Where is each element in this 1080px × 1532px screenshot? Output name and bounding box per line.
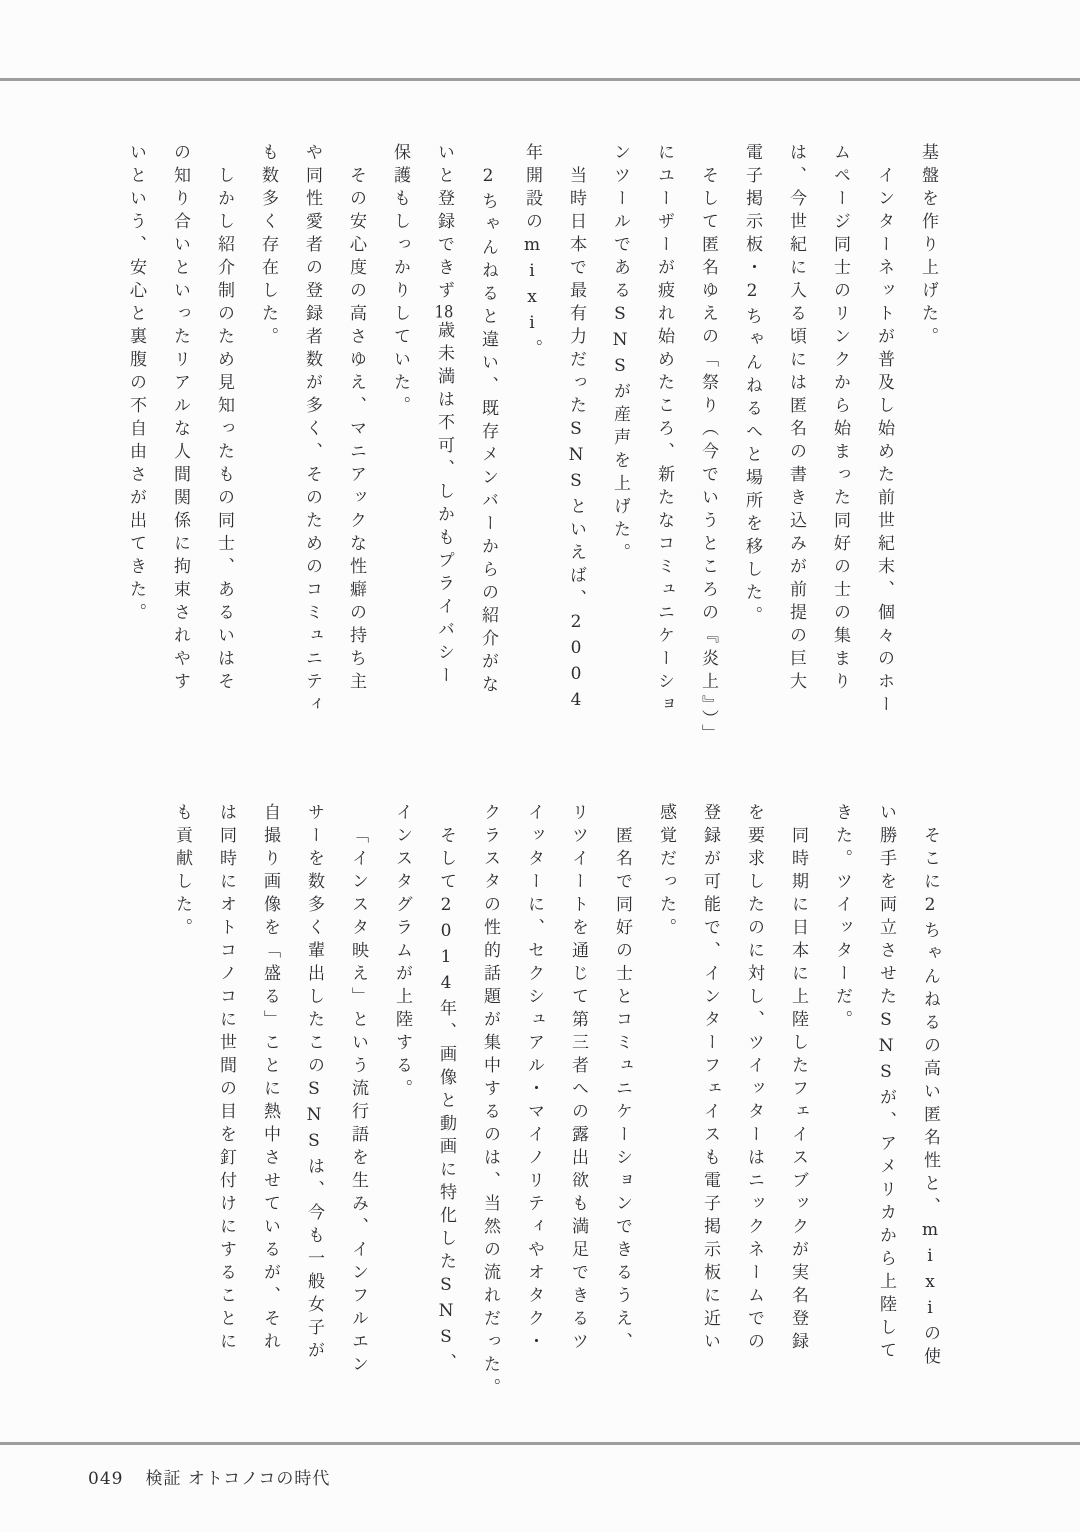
text-column: は同時にオトコノコに世間の目を釘付けにすることに: [216, 803, 236, 1355]
text-column: いという、安心と裏腹の不自由さが出てきた。: [126, 143, 146, 626]
text-column: 同時期に日本に上陸したフェイスブックが実名登録: [788, 826, 808, 1355]
text-column: 年開設のmixi。: [522, 143, 542, 362]
text-column: にユーザーが疲れ始めたころ、新たなコミュニケーショ: [654, 143, 674, 718]
text-column: その安心度の高さゆえ、マニアックな性癖の持ち主: [346, 166, 366, 695]
text-column: サーを数多く輩出したこのSNSは、今も一般女子が: [304, 803, 324, 1364]
text-column: 2ちゃんねると違い、既存メンバーからの紹介がな: [478, 166, 498, 698]
text-column: しかし紹介制のため見知ったもの同士、あるいはそ: [214, 166, 234, 695]
text-column: 基盤を作り上げた。: [918, 143, 938, 350]
top-rule: [0, 78, 1080, 81]
bottom-rule: [0, 1442, 1080, 1445]
text-column: イッターに、セクシュアル・マイノリティやオタク・: [524, 803, 544, 1355]
text-column: も貢献した。: [172, 803, 192, 941]
text-column: い勝手を両立させたSNSが、アメリカから上陸して: [876, 803, 896, 1364]
text-column: きた。ツイッターだ。: [832, 803, 852, 1033]
text-column: インターネットが普及し始めた前世紀末、個々のホー: [874, 166, 894, 718]
text-column: 電子掲示板・2ちゃんねるへと場所を移した。: [742, 143, 762, 629]
text-column: いと登録できず18歳未満は不可、しかもプライバシー: [434, 143, 454, 689]
text-column: インスタグラムが上陸する。: [392, 803, 412, 1102]
upper-text-block: [114, 143, 950, 747]
text-column: 「インスタ映え」という流行語を生み、インフルエン: [348, 826, 368, 1378]
text-column: ンツールであるSNSが産声を上げた。: [610, 143, 630, 566]
text-column: を要求したのに対し、ツイッターはニックネームでの: [744, 803, 764, 1355]
page-number: 049: [88, 1469, 124, 1489]
text-column: そこに2ちゃんねるの高い匿名性と、mixiの使: [920, 826, 940, 1370]
text-column: も数多く存在した。: [258, 143, 278, 350]
text-column: は、今世紀に入る頃には匿名の書き込みが前提の巨大: [786, 143, 806, 695]
text-column: 当時日本で最有力だったSNSといえば、2004: [566, 166, 586, 716]
text-column: 保護もしっかりしていた。: [390, 143, 410, 419]
running-title: 検証 オトコノコの時代: [145, 1469, 331, 1489]
lower-text-block: [160, 803, 952, 1403]
text-column: クラスタの性的話題が集中するのは、当然の流れだった。: [480, 803, 500, 1401]
text-column: リツイートを通じて第三者への露出欲も満足できるツ: [568, 803, 588, 1355]
text-column: そして2014年、画像と動画に特化したSNS、: [436, 826, 456, 1376]
text-column: ムページ同士のリンクから始まった同好の士の集まり: [830, 143, 850, 695]
text-column: そして匿名ゆえの「祭り（今でいうところの『炎上』）」: [698, 166, 718, 747]
text-column: 感覚だった。: [656, 803, 676, 941]
text-column: の知り合いといったリアルな人間関係に拘束されやす: [170, 143, 190, 695]
text-column: 匿名で同好の士とコミュニケーションできるうえ、: [612, 826, 632, 1355]
text-column: 自撮り画像を「盛る」ことに熱中させているが、それ: [260, 803, 280, 1355]
page-footer: [88, 1464, 330, 1489]
text-column: 登録が可能で、インターフェイスも電子掲示板に近い: [700, 803, 720, 1355]
text-column: や同性愛者の登録者数が多く、そのためのコミュニティ: [302, 143, 322, 718]
